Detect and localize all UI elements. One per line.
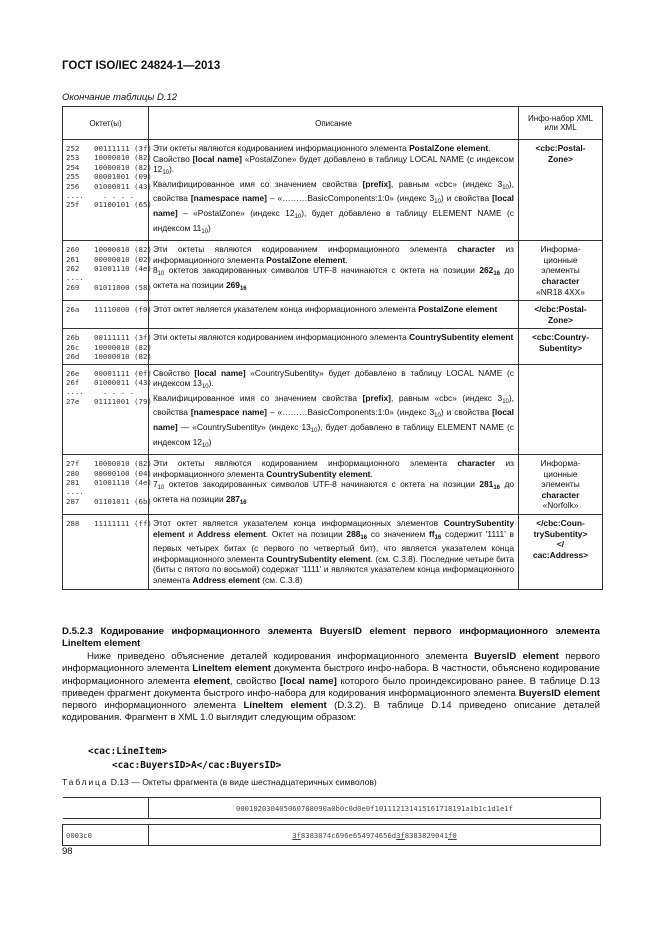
octet-line [66,245,152,255]
octet-value: 00000100 (04) [94,468,152,478]
octet-value: 01001110 (4e) [94,263,152,273]
section-paragraph: Ниже приведено объяснение деталей кодирования информационного элемента BuyersID element первого информационного элемента LineItem element документа быстрого инфо-набора. В частности, объяснено кодирование информационного элемента element, свойство [local name] которого было проиндексировано ранее. В таблице D.13 приведен фрагмент документа быстрого инфо-набора для кодирования информационного элемента BuyersID element первого информационного элемента LineItem element (D.3.2). В таблице D.14 приведено описание деталей кодирования. Фрагмент в XML 1.0 выглядит следующим образом: [62,651,601,724]
infoset-cell: Информа- ционные элементы character «Norfolk» [519,455,603,515]
infoset-cell: <cbc:Postal- Zone> [519,140,603,241]
table2-data-row [63,825,601,846]
octet-value: 10000010 (82) [94,459,152,469]
octet-value: 10000010 (82) [94,153,152,163]
octet-value: . . . . [94,387,135,397]
table-row [63,455,603,515]
octet-line [66,368,152,378]
octet-position: 260 [66,245,80,255]
octet-line [66,496,152,506]
octet-position: 26b [66,333,80,343]
octet-position: 280 [66,468,80,478]
octet-value: 00111111 (3f) [94,333,152,343]
octet-value: 00001111 (0f) [94,368,152,378]
octets-cell [63,515,152,590]
description-cell: Этот октет является указателем конца информационного элемента PostalZone element [149,301,519,329]
octet-line [66,172,152,182]
octet-position: 27e [66,396,80,406]
table2-caption [62,777,377,787]
octet-line [66,387,146,396]
octet-position: 26a [66,305,80,315]
octet-value: 01100101 (65) [94,200,152,210]
octet-line [66,377,152,387]
infoset-cell: </cbc:Postal- Zone> [519,301,603,329]
table-row [63,301,603,329]
octet-position: .... [66,387,84,397]
table-caption: Окончание таблицы D.12 [62,92,178,103]
page-number: 98 [62,846,73,857]
octet-value: 00000010 (02) [94,254,152,264]
column-header-octets: Октет(ы) [63,107,149,140]
description-cell: Свойство [local name] «CountrySubentity» будет добавлено в таблицу LOCAL NAME (с индексом $13_{10}$). Квалифицированное имя со значением свойства [prefix], равным «cbc» (индекс $3_{10}$), свойства [namespace name] – «………BasicComponents:1:0» (индекс $3_{10}$) и свойства [local name] — «CountrySubentity» (индекс $13_{10}$), будет добавлено в таблицу ELEMENT NAME (с индексом $12_{10}$) [149,364,519,455]
octets-cell [63,140,152,241]
octet-line [66,254,152,264]
description-cell: Эти октеты являются кодированием информационного элемента character из информационного элемента CountrySubentity element. $7_{10}$ октетов закодированных символов UTF-8 начинаются с октета на позиции $281_{16}$ до октета на позиции $287_{16}$ [149,455,519,515]
octet-position: 255 [66,172,80,182]
table2-byte-index-header: 000102030405060708090a0b0c0d0e0f101112131415161718191a1b1c1d1e1f [149,798,601,819]
section-heading: D.5.2.3 Кодирование информационного элемента BuyersID element первого информационного элемента LineItem element [62,626,600,650]
octet-line [66,333,152,343]
octet-position: 262 [66,263,80,273]
octet-value: 01001110 (4e) [94,477,152,487]
octet-value: 11110000 (f0) [94,305,152,315]
octet-line [66,468,152,478]
octet-position: 27f [66,459,80,469]
octet-line [66,282,152,292]
column-header-infoset: Инфо-набор XML или XML [519,107,603,140]
octet-value: 01101011 (6b) [94,496,152,506]
table-row [63,140,603,241]
octet-line [66,342,152,352]
table-row [63,515,603,590]
table2-caption-text: D.13 — Октеты фрагмента (в виде шестнадцатеричных символов) [110,777,377,787]
description-cell: Этот октет является указателем конца информационных элементов CountrySubentity element и Address element. Октет на позиции $288_{16}$ со значением $ff_{16}$ содержит '1111' в первых четырех битах (с первого по четвертый бит), что является указателем конца информационного элемента CountrySubentity element. (см. С.3.8). Последние четыре бита (биты с пятого по восьмой) содержат '1111' и являются указателем конца информационного элемента Address element (см. С.3.8) [149,515,519,590]
table-row [63,364,603,455]
octet-value: 01011000 (58) [94,282,152,292]
page-header: ГОСТ ISO/IEC 24824-1—2013 [62,60,221,72]
infoset-cell [519,364,603,455]
table2-offset: 0003c0 [63,825,149,846]
octet-position: 288 [66,519,80,529]
octet-position: 26f [66,377,80,387]
octet-position: 256 [66,181,80,191]
octet-line [66,200,152,210]
octet-position: 26e [66,368,80,378]
table-row [63,329,603,364]
octet-line [66,162,152,172]
description-cell: Эти октеты являются кодированием информационного элемента CountrySubentity element [149,329,519,364]
octet-position: 254 [66,162,80,172]
octet-value: 10000010 (82) [94,342,152,352]
octet-position: 287 [66,496,80,506]
column-header-description: Описание [149,107,519,140]
octet-line [66,144,152,153]
xml-code-line-2: <cac:BuyersID>A</cac:BuyersID> [112,760,282,771]
encoding-table [62,106,603,590]
octets-cell [63,301,152,329]
octet-value: . . . . [94,191,135,201]
octet-position: .... [66,273,84,283]
octet-line [66,352,152,362]
octet-position: 26c [66,342,80,352]
description-cell: Эти октеты являются кодированием информационного элемента PostalZone element. Свойство [local name] «PostalZone» будет добавлено в таблицу LOCAL NAME (с индексом $12_{10}$). Квалифицированное имя со значением свойства [prefix], равным «cbc» (индекс $3_{10}$), свойства [namespace name] – «………BasicComponents:1:0» (индекс $3_{10}$) и свойства [local name] – «PostalZone» (индекс $12_{10}$), будет добавлено в таблицу ELEMENT NAME (с индексом $11_{10}$) [149,140,519,241]
table2-bytes: 3f8383074c696e654974656d3f8383829041f0 [149,825,601,846]
octets-fragment-table [62,797,601,846]
octet-line [66,459,152,469]
octet-position: .... [66,487,84,497]
table2-header-row [63,798,601,819]
xml-code-line-1: <cac:LineItem> [88,746,168,757]
octet-value: 00001001 (09) [94,172,152,182]
octet-line [66,191,146,200]
octet-value: 01111001 (79) [94,396,152,406]
octet-value: 10000010 (82) [94,245,152,255]
octet-value: 01000011 (43) [94,181,152,191]
description-cell: Эти октеты являются кодированием информационного элемента character из информационного элемента PostalZone element. $8_{10}$ октетов закодированных символов UTF-8 начинаются с октета на позиции $262_{16}$ до октета на позиции $269_{16}$ [149,241,519,301]
octet-value: 10000010 (82) [94,352,152,362]
octet-line [66,477,152,487]
octets-cell [63,241,152,301]
octet-position: 26d [66,352,80,362]
octet-line [66,487,146,496]
octet-position: 252 [66,144,80,153]
octets-cell [63,364,152,455]
octet-value: 10000010 (82) [94,162,152,172]
octet-line [66,181,152,191]
octet-value: 01000011 (43) [94,377,152,387]
infoset-cell: </cbc:Coun- trySubentity> </ cac:Address> [519,515,603,590]
octet-value: 11111111 (ff) [94,519,152,529]
octet-position: 269 [66,282,80,292]
octet-line [66,153,152,163]
infoset-cell: Информа- ционные элементы character «NR18 4XX» [519,241,603,301]
octet-line [66,305,152,315]
octet-position: .... [66,191,84,201]
infoset-cell: <cbc:Country- Subentity> [519,329,603,364]
table-header-row [63,107,603,140]
octet-line [66,396,152,406]
octet-value: 00111111 (3f) [94,144,152,153]
octet-position: 253 [66,153,80,163]
octets-cell [63,455,152,515]
table2-caption-word: Таблица [62,777,109,787]
octet-position: 261 [66,254,80,264]
octet-line [66,273,146,282]
octets-cell [63,329,152,364]
octet-position: 281 [66,477,80,487]
table-row [63,241,603,301]
octet-position: 25f [66,200,80,210]
octet-line [66,263,152,273]
octet-line [66,519,152,529]
